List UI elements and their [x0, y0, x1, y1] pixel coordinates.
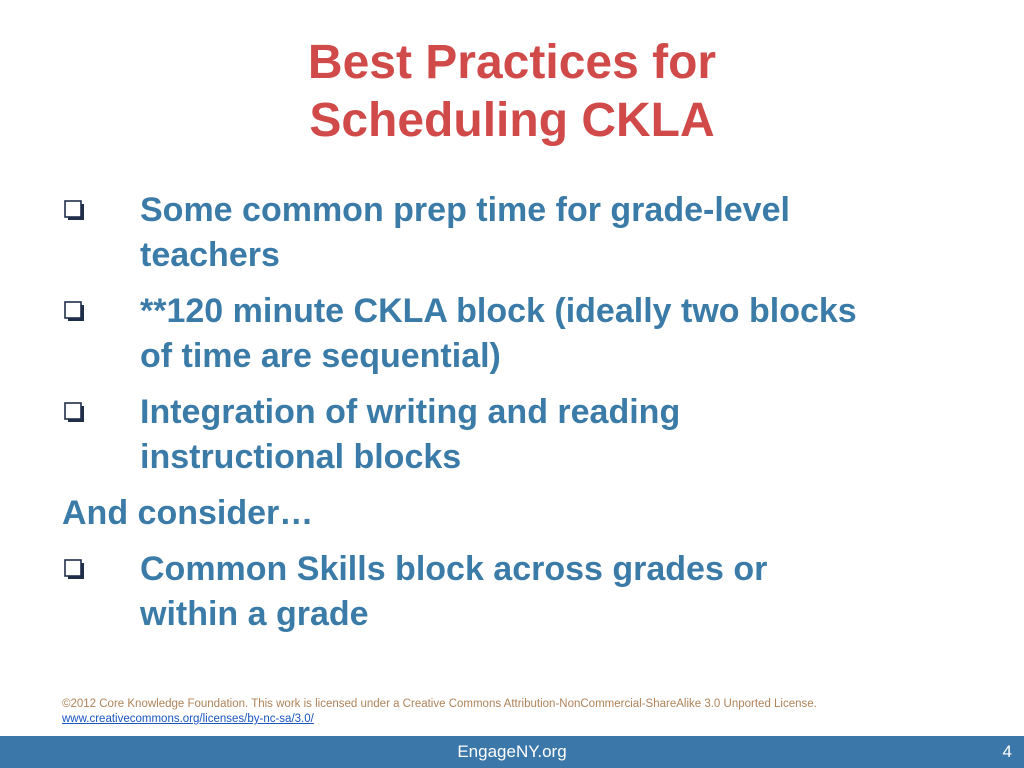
license-notice: [62, 697, 962, 727]
bullet-text-line-1: Integration of writing and reading: [140, 393, 681, 431]
bullet-text-line-2: teachers: [140, 236, 280, 274]
footer-bar: [0, 736, 1024, 768]
slide-title: [0, 34, 1024, 150]
bullet-text-line-2: instructional blocks: [140, 438, 462, 476]
checkbox-bullet-icon: [64, 402, 86, 424]
consider-heading: And consider…: [62, 494, 314, 532]
bullet-text-line-1: Common Skills block across grades or: [140, 550, 768, 588]
bullet-item: [62, 188, 962, 278]
bullet-text-line-1: **120 minute CKLA block (ideally two blocks: [140, 292, 857, 330]
footer-site-name: EngageNY.org: [457, 742, 567, 761]
license-link[interactable]: www.creativecommons.org/licenses/by-nc-sa/3.0/: [62, 713, 314, 725]
slide-body: [62, 188, 962, 648]
bullet-item: [62, 289, 962, 379]
bullet-item: [62, 390, 962, 480]
bullet-text-line-1: Some common prep time for grade-level: [140, 191, 790, 229]
bullet-text-line-2: of time are sequential): [140, 337, 501, 375]
checkbox-bullet-icon: [64, 200, 86, 222]
slide-title-line-2: Scheduling CKLA: [309, 94, 715, 147]
license-text: ©2012 Core Knowledge Foundation. This work is licensed under a Creative Commons Attribution-NonCommercial-ShareAlike 3.0 Unported License.: [62, 698, 817, 710]
bullet-item: [62, 547, 962, 637]
checkbox-bullet-icon: [64, 301, 86, 323]
slide-title-line-1: Best Practices for: [307, 36, 717, 89]
bullet-text-line-2: within a grade: [140, 595, 369, 633]
slide-page-number: 4: [1002, 742, 1012, 761]
checkbox-bullet-icon: [64, 559, 86, 581]
